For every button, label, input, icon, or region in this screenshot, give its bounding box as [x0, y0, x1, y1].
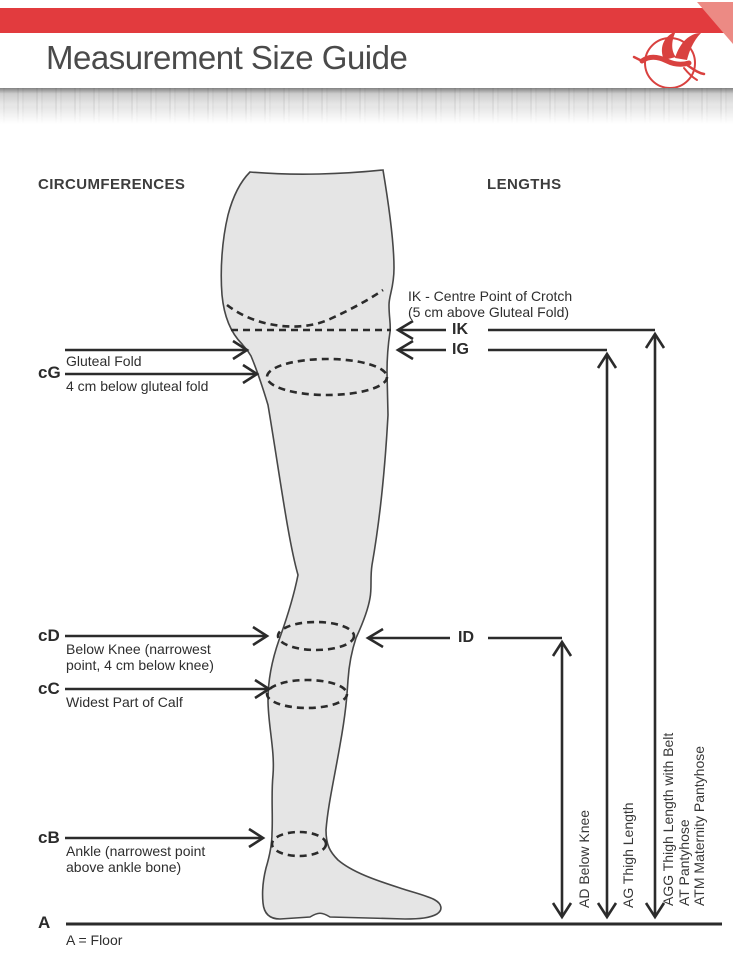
atm-maternity-label: ATM Maternity Pantyhose [691, 745, 707, 906]
cb-label: Ankle (narrowest point above ankle bone) [66, 843, 206, 875]
id-code: ID [455, 630, 477, 646]
ig-code: IG [449, 342, 472, 358]
cc-label: Widest Part of Calf [66, 694, 183, 710]
ag-length-line [598, 354, 616, 917]
at-pantyhose-label: AT Pantyhose [675, 819, 692, 906]
leg-silhouette [221, 170, 441, 919]
agg-length-label: AGG Thigh Length with Belt [660, 732, 676, 906]
page-title: Measurement Size Guide [46, 39, 408, 76]
agg-length-label-group [661, 733, 708, 906]
circumferences-heading: CIRCUMFERENCES [38, 176, 186, 193]
gluteal-fold-label: Gluteal Fold [66, 353, 142, 369]
below-gluteal-label: 4 cm below gluteal fold [66, 378, 209, 394]
cb-code: cB [38, 828, 60, 847]
floor-code: A [38, 913, 51, 932]
crotch-note-line2: (5 cm above Gluteal Fold) [408, 304, 570, 320]
floor-label: A = Floor [66, 932, 123, 948]
crotch-note-line1: IK - Centre Point of Crotch [408, 288, 573, 304]
lengths-heading: LENGTHS [487, 176, 562, 193]
ag-length-label: AG Thigh Length [620, 802, 636, 908]
cc-code: cC [38, 679, 60, 698]
cd-label: Below Knee (narrowest point, 4 cm below knee) [66, 641, 214, 673]
ad-length-line [553, 642, 571, 917]
cd-code: cD [38, 626, 60, 645]
ik-arrow [398, 321, 655, 339]
ad-length-label: AD Below Knee [576, 809, 592, 908]
ig-arrow [398, 341, 607, 359]
ik-code: IK [449, 322, 471, 338]
cg-code: cG [38, 363, 61, 382]
